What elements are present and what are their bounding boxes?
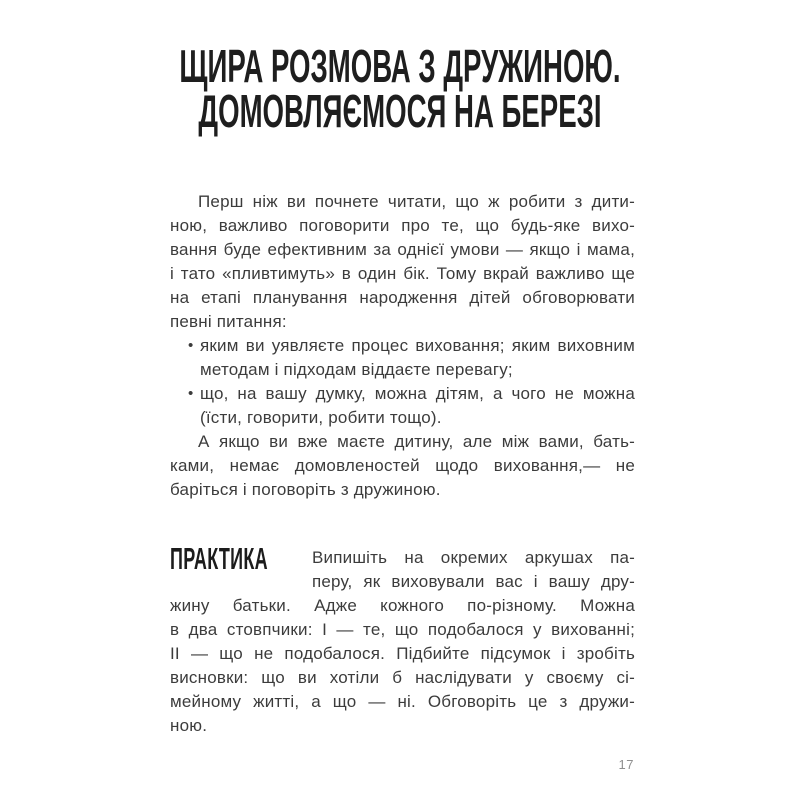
paragraph-line: вання буде ефективним за однієї умови — якщо і мама,	[170, 240, 635, 259]
intro-paragraph	[170, 190, 635, 334]
paragraph-line: ІІ — що не подобалося. Підбийте підсумок і зробіть	[170, 644, 635, 663]
paragraph-line: жину батьки. Адже кожного по-різному. Можна	[170, 596, 635, 615]
paragraph-line: Випишіть на окремих аркушах па-	[312, 548, 635, 567]
practice-label-text: ПРАКТИКА	[170, 541, 268, 576]
list-item-text	[200, 382, 635, 430]
list-item	[170, 334, 635, 382]
paragraph-line: в два стовпчики: І — те, що подобалося у вихованні;	[170, 620, 635, 639]
bullet-icon: •	[188, 337, 194, 354]
paragraph-line: висновки: що ви хотіли б наслідувати у своєму сі-	[170, 668, 635, 687]
paragraph-line: методам і підходам віддаєте перевагу;	[200, 360, 513, 379]
practice-header-row	[170, 541, 635, 594]
second-paragraph	[170, 430, 635, 502]
practice-side-text	[312, 546, 635, 594]
text-column	[170, 134, 635, 738]
chapter-title-line2: ДОМОВЛЯЄМОСЯ НА БЕРЕЗІ	[198, 85, 602, 137]
paragraph-line: ками, немає домовленостей щодо виховання,— не	[170, 456, 635, 475]
practice-section	[170, 541, 635, 738]
paragraph-line: ною, важливо поговорити про те, що будь-яке вихо-	[170, 216, 635, 235]
paragraph-line: ною.	[170, 716, 208, 735]
bullet-icon: •	[188, 385, 194, 402]
paragraph-line: і тато «пливтимуть» в один бік. Тому вкрай важливо ще	[170, 264, 635, 283]
paragraph-line: на етапі планування народження дітей обговорювати	[170, 288, 635, 307]
paragraph-line: А якщо ви вже маєте дитину, але між вами, бать-	[198, 432, 635, 451]
paragraph-line: мейному житті, а що — ні. Обговоріть це з дружи-	[170, 692, 635, 711]
paragraph-line: (їсти, говорити, робити тощо).	[200, 408, 442, 427]
page-number: 17	[618, 757, 634, 772]
paragraph-line: яким ви уявляєте процес виховання; яким виховним	[200, 336, 635, 355]
paragraph-line: певні питання:	[170, 312, 287, 331]
bullet-list	[170, 334, 635, 430]
chapter-title	[0, 0, 800, 137]
practice-label	[170, 541, 312, 594]
paragraph-line: що, на вашу думку, можна дітям, а чого не можна	[200, 384, 635, 403]
chapter-title-line1: ЩИРА РОЗМОВА З ДРУЖИНОЮ.	[179, 40, 621, 92]
paragraph-line: баріться і поговоріть з дружиною.	[170, 480, 441, 499]
list-item	[170, 382, 635, 430]
list-item-text	[200, 334, 635, 382]
paragraph-line: Перш ніж ви почнете читати, що ж робити з дити-	[198, 192, 635, 211]
paragraph-line: перу, як виховували вас і вашу дру-	[312, 572, 635, 591]
